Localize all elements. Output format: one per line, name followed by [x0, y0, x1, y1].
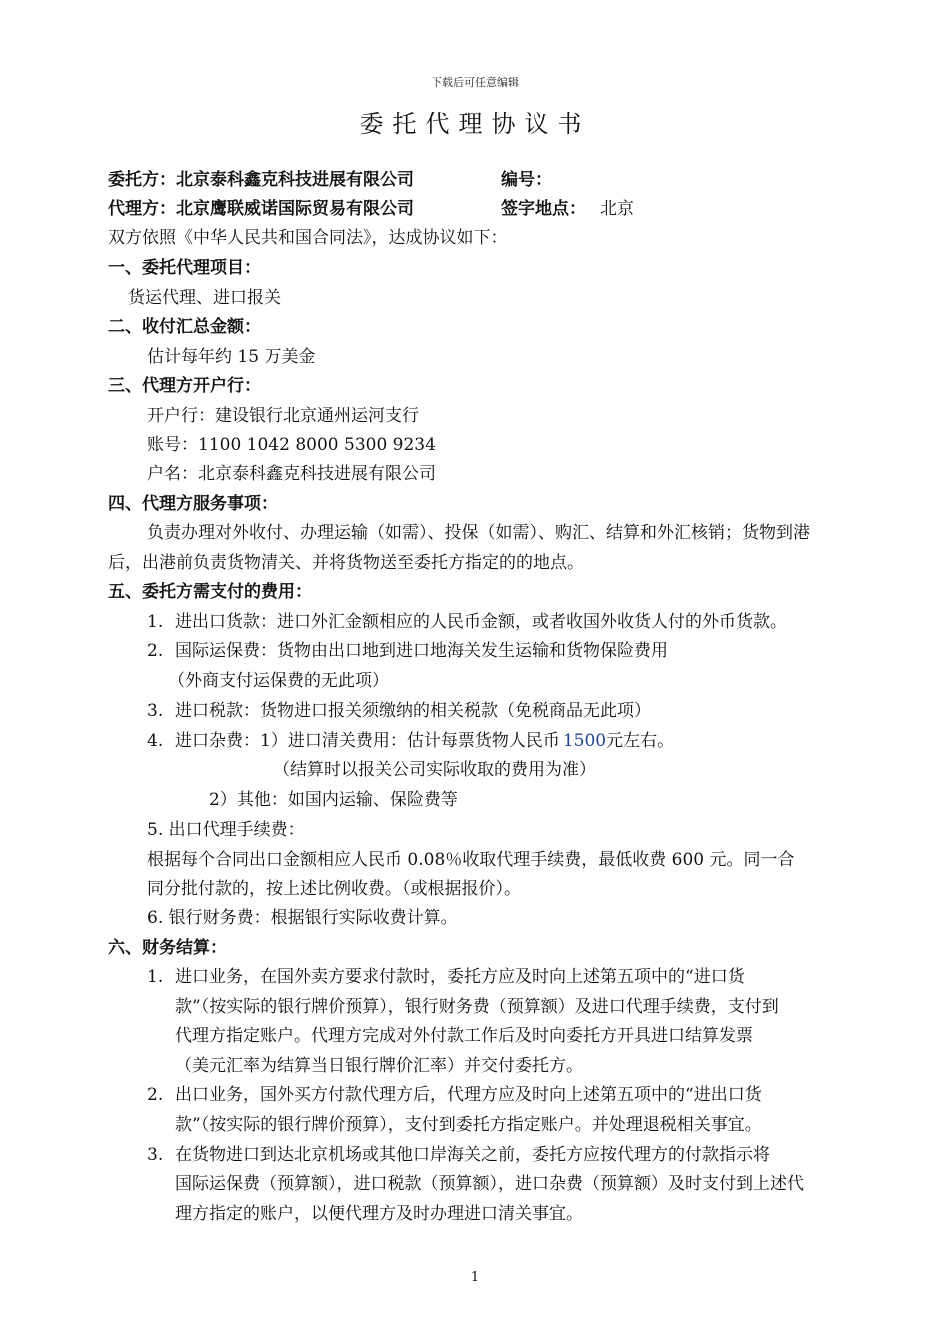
- settlement-item-1-line-4: （美元汇率为结算当日银行牌价汇率）并交付委托方。: [175, 1056, 583, 1076]
- fee-item-6: 6. 银行财务费：根据银行实际收费计算。: [147, 908, 458, 928]
- place-label: 签字地点：: [501, 199, 586, 219]
- fee-item-4-text: 进口杂费：1）进口清关费用：估计每票货物人民币: [175, 731, 560, 751]
- fee-item-4-note: （结算时以报关公司实际收取的费用为准）: [273, 760, 596, 780]
- agent-name: 北京鹰联威诺国际贸易有限公司: [176, 199, 414, 219]
- agent-label: 代理方：: [108, 199, 176, 219]
- settlement-item-2: [147, 1085, 762, 1105]
- settlement-item-2-line-1: 出口业务，国外买方付款代理方后，代理方应及时向上述第五项中的“进出口货: [175, 1085, 762, 1105]
- place-line: [501, 199, 634, 219]
- clearance-fee-amount: 1500: [562, 731, 607, 751]
- fee-item-1-text: 进出口货款：进口外汇金额相应的人民币金额，或者收国外收货人付的外币货款。: [175, 612, 787, 632]
- fee-item-4-number: 4.: [147, 731, 164, 751]
- place-value: 北京: [600, 199, 634, 219]
- fee-item-5: 5. 出口代理手续费：: [147, 820, 305, 840]
- client-name: 北京泰科鑫克科技进展有限公司: [176, 170, 414, 190]
- bank-name: 开户行：建设银行北京通州运河支行: [147, 406, 419, 426]
- section-1-text: 货运代理、进口报关: [128, 288, 281, 308]
- fee-item-3-text: 进口税款：货物进口报关须缴纳的相关税款（免税商品无此项）: [175, 701, 651, 721]
- settlement-item-1-line-2: 款”（按实际的银行牌价预算），银行财务费（预算额）及进口代理手续费，支付到: [175, 997, 779, 1017]
- settlement-item-3-line-1: 在货物进口到达北京机场或其他口岸海关之前，委托方应按代理方的付款指示将: [175, 1145, 770, 1165]
- client-label: 委托方：: [108, 170, 176, 190]
- settlement-item-3-line-3: 理方指定的账户，以便代理方及时办理进口清关事宜。: [175, 1204, 583, 1224]
- settlement-item-2-number: 2.: [147, 1085, 164, 1105]
- client-line: [108, 170, 414, 190]
- fee-item-5-line-1: 根据每个合同出口金额相应人民币 0.08％收取代理手续费，最低收费 600 元。同一合: [147, 850, 795, 870]
- fee-item-3-number: 3.: [147, 701, 164, 721]
- number-label: 编号：: [501, 170, 552, 190]
- section-5-heading: 五、委托方需支付的费用：: [108, 582, 312, 602]
- settlement-item-2-line-2: 款”（按实际的银行牌价预算），支付到委托方指定账户。并处理退税相关事宜。: [175, 1115, 762, 1135]
- fee-item-2: [147, 641, 668, 661]
- settlement-item-1-line-3: 代理方指定账户。代理方完成对外付款工作后及时向委托方开具进口结算发票: [175, 1026, 753, 1046]
- settlement-item-3-number: 3.: [147, 1145, 164, 1165]
- page-title: 委托代理协议书: [359, 110, 591, 138]
- section-4-line-2: 后，出港前负责货物清关、并将货物送至委托方指定的的地点。: [108, 553, 584, 573]
- fee-item-2-text: 国际运保费：货物由出口地到进口地海关发生运输和货物保险费用: [175, 641, 668, 661]
- settlement-item-1-number: 1.: [147, 967, 164, 987]
- section-2-heading: 二、收付汇总金额：: [108, 317, 261, 337]
- fee-item-4: [147, 731, 674, 751]
- fee-item-2-number: 2.: [147, 641, 164, 661]
- fee-item-1: [147, 612, 787, 632]
- account-number: 账号：1100 1042 8000 5300 9234: [147, 435, 436, 455]
- section-3-heading: 三、代理方开户行：: [108, 376, 261, 396]
- fee-item-1-number: 1.: [147, 612, 164, 632]
- section-4-line-1: 负责办理对外收付、办理运输（如需）、投保（如需）、购汇、结算和外汇核销；货物到港: [147, 523, 810, 543]
- settlement-item-1-line-1: 进口业务，在国外卖方要求付款时，委托方应及时向上述第五项中的“进口货: [175, 967, 745, 987]
- section-1-heading: 一、委托代理项目：: [108, 258, 261, 278]
- settlement-item-1: [147, 967, 745, 987]
- section-4-heading: 四、代理方服务事项：: [108, 494, 278, 514]
- page-number: 1: [470, 1270, 480, 1285]
- fee-item-5-line-2: 同分批付款的，按上述比例收费。（或根据报价）。: [147, 879, 521, 899]
- fee-item-4-other: 2）其他：如国内运输、保险费等: [209, 790, 458, 810]
- agent-line: [108, 199, 414, 219]
- account-holder: 户名：北京泰科鑫克科技进展有限公司: [147, 464, 436, 484]
- section-6-heading: 六、财务结算：: [108, 938, 227, 958]
- header-note: 下载后可任意编辑: [431, 76, 519, 89]
- fee-item-2-note: （外商支付运保费的无此项）: [168, 671, 389, 691]
- section-2-text: 估计每年约 15 万美金: [147, 347, 316, 367]
- fee-item-4-suffix: 元左右。: [606, 731, 675, 751]
- intro-text: 双方依照《中华人民共和国合同法》，达成协议如下：: [108, 228, 508, 248]
- settlement-item-3-line-2: 国际运保费（预算额），进口税款（预算额），进口杂费（预算额）及时支付到上述代: [175, 1174, 804, 1194]
- settlement-item-3: [147, 1145, 770, 1165]
- fee-item-3: [147, 701, 651, 721]
